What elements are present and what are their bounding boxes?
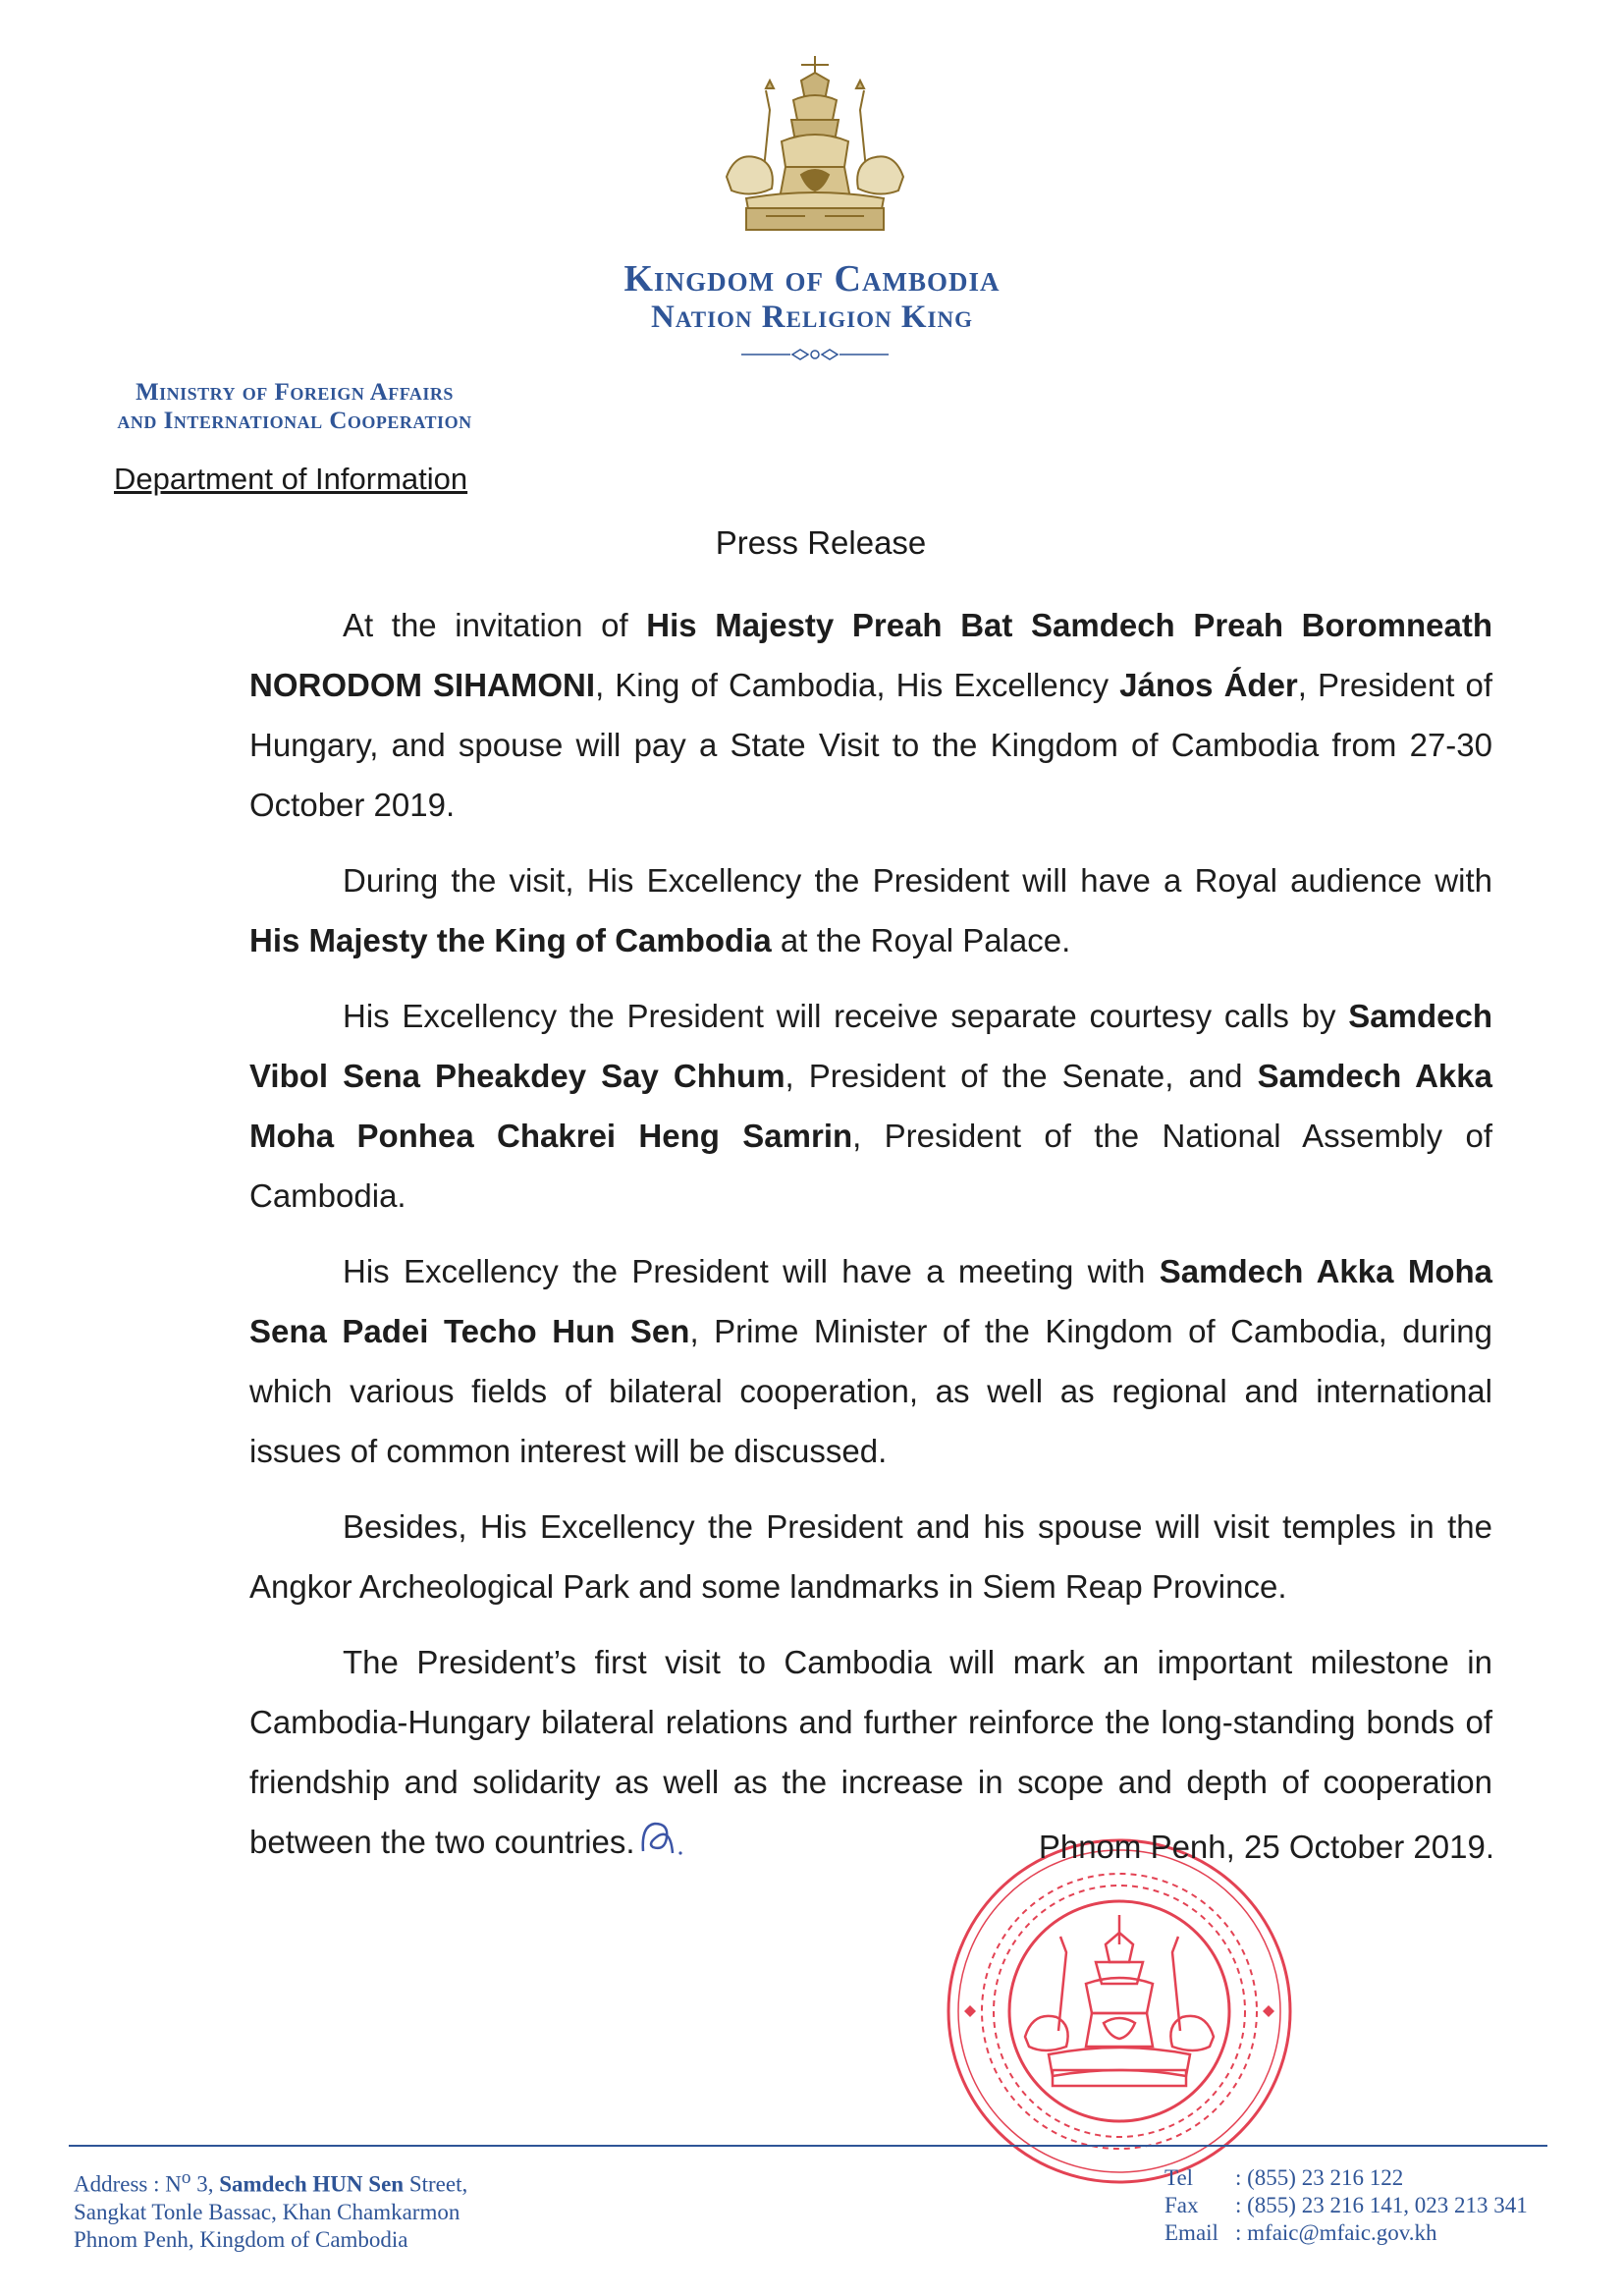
assembly-president-name: Samdech Akka Moha Ponhea Chakrei Heng Samrin — [249, 1058, 1492, 1154]
document-title: Press Release — [715, 524, 927, 561]
tel-label: Tel — [1164, 2165, 1194, 2190]
prime-minister-name: Samdech Akka Moha Sena Padei Techo Hun Sen — [249, 1253, 1493, 1349]
king-name: His Majesty Preah Bat Samdech Preah Boromneath NORODOM SIHAMONI — [249, 607, 1492, 703]
tel-value: : (855) 23 216 122 — [1235, 2165, 1404, 2190]
press-release-body — [249, 595, 1492, 1887]
dateline: Phnom Penh, 25 October 2019. — [1038, 1829, 1494, 1865]
para-text: , King of Cambodia, His Excellency — [595, 667, 1120, 703]
para-text: Besides, His Excellency the President and his spouse will visit temples in the Angkor Archeological Park and some landmarks in Siem Reap Province. — [249, 1508, 1492, 1605]
fax-value: : (855) 23 216 141, 023 213 341 — [1235, 2193, 1528, 2217]
contact-tel — [1164, 2164, 1528, 2192]
president-name: János Áder — [1119, 667, 1298, 703]
address-line-2: Sangkat Tonle Bassac, Khan Chamkarmon — [74, 2199, 460, 2224]
ministry-line-2: and International Cooperation — [117, 408, 472, 434]
ministry-seal-icon — [943, 1834, 1296, 2188]
para-text: , Prime Minister of the Kingdom of Cambodia, during which various fields of bilateral cooperation, as well as regional and international issues of common interest will be discussed. — [249, 1313, 1492, 1469]
para-text: During the visit, His Excellency the President will have a Royal audience with — [343, 862, 1492, 899]
paragraph-1 — [249, 595, 1492, 835]
department-label: Department of Information — [114, 462, 468, 496]
address-prefix: Address : N — [74, 2171, 182, 2197]
king-title: His Majesty the King of Cambodia — [249, 922, 772, 958]
footer-contact — [1164, 2164, 1528, 2247]
divider-ornament-icon — [741, 348, 889, 361]
contact-email — [1164, 2219, 1528, 2247]
contact-fax — [1164, 2192, 1528, 2219]
country-heading: Kingdom of Cambodia — [623, 258, 1001, 300]
ministry-heading — [69, 378, 520, 435]
para-text: , President of Hungary, and spouse will pay a State Visit to the Kingdom of Cambodia from 27-30 October 2019. — [249, 667, 1492, 823]
para-text: His Excellency the President will receive separate courtesy calls by — [343, 998, 1349, 1034]
paragraph-2 — [249, 850, 1492, 970]
address-line-1 — [74, 2164, 467, 2199]
address-number: 3, — [190, 2171, 220, 2197]
para-text: At the invitation of — [343, 607, 647, 643]
footer-divider — [69, 2145, 1547, 2147]
address-street-name: Samdech HUN Sen — [219, 2171, 405, 2197]
fax-label: Fax — [1164, 2193, 1199, 2217]
paragraph-5 — [249, 1497, 1492, 1616]
email-label: Email — [1164, 2220, 1218, 2245]
email-value[interactable]: : mfaic@mfaic.gov.kh — [1235, 2220, 1437, 2245]
para-text: at the Royal Palace. — [771, 922, 1071, 958]
paragraph-3 — [249, 986, 1492, 1226]
address-number-sign: o — [181, 2167, 191, 2188]
paragraph-4 — [249, 1241, 1492, 1481]
ministry-line-1: Ministry of Foreign Affairs — [135, 379, 454, 406]
royal-coat-of-arms-icon — [707, 51, 923, 247]
handwritten-initial-icon — [637, 1818, 686, 1857]
para-text: , President of the Senate, and — [785, 1058, 1258, 1094]
para-text: His Excellency the President will have a meeting with — [343, 1253, 1160, 1289]
motto-heading: Nation Religion King — [651, 300, 973, 335]
para-text: , President of the National Assembly of Cambodia. — [249, 1118, 1492, 1214]
para-text: The President’s first visit to Cambodia will mark an important milestone in Cambodia-Hungary bilateral relations and further reinforce the long-standing bonds of friendship and solidarity as well as the increase in scope and depth of cooperation between the two countries. — [249, 1644, 1492, 1860]
senate-president-name: Samdech Vibol Sena Pheakdey Say Chhum — [249, 998, 1492, 1094]
address-line-3: Phnom Penh, Kingdom of Cambodia — [74, 2226, 408, 2252]
address-street-suffix: Street, — [404, 2171, 468, 2197]
footer-address — [74, 2164, 467, 2254]
